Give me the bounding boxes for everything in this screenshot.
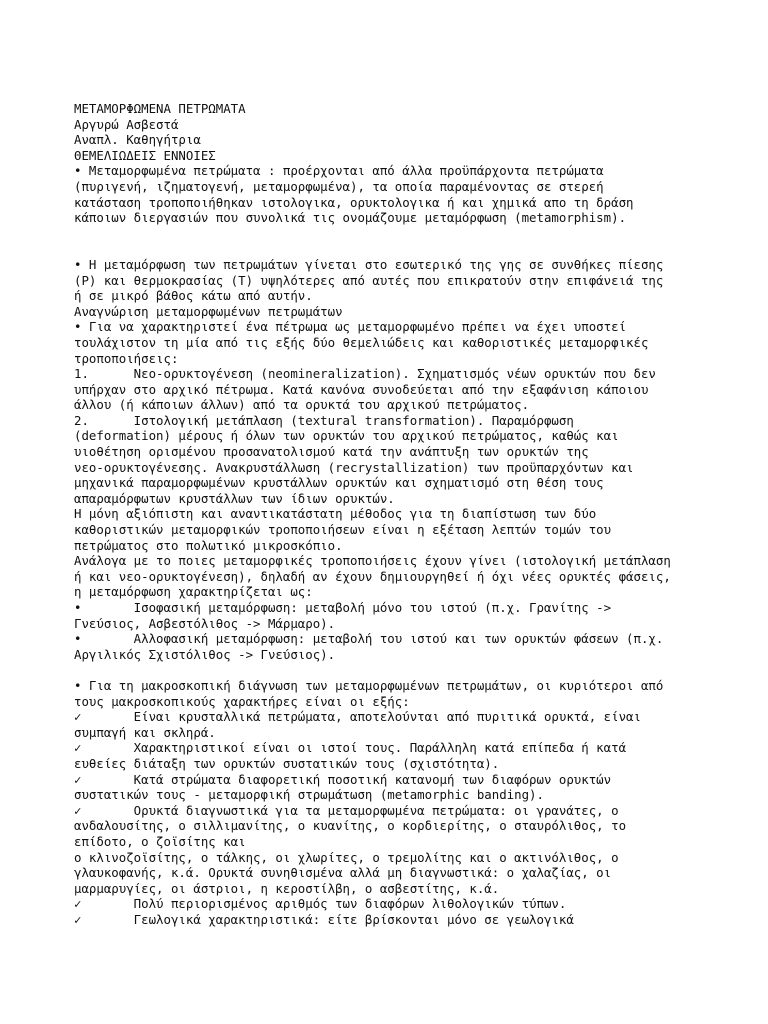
text-line: • Μεταμορφωμένα πετρώματα : προέρχονται από άλλα προϋπάρχοντα πετρώματα: [74, 163, 604, 179]
text-line: ανδαλουσίτης, ο σιλλιμανίτης, ο κυανίτης, ο κορδιερίτης, ο σταυρόλιθος, το: [74, 818, 627, 834]
text-line: 2. Ιστολογική μετάπλαση (textural transformation). Παραμόρφωση: [74, 412, 574, 428]
text-line: ✓ Ορυκτά διαγνωστικά για τα μεταμορφωμένα πετρώματα: οι γρανάτες, ο: [74, 802, 619, 818]
text-line: απαραμόρφωτων κρυστάλλων των ίδιων ορυκτών.: [74, 490, 395, 506]
text-line: (πυριγενή, ιζηματογενή, μεταμορφωμένα), τα οποία παραμένοντας σε στερεή: [74, 178, 604, 194]
text-line: ✓ Είναι κρυσταλλικά πετρώματα, αποτελούνται από πυριτικά ορυκτά, είναι: [74, 709, 641, 725]
text-line: νεο-ορυκτογένεσης. Ανακρυστάλλωση (recrystallization) των προϋπαρχόντων και: [74, 459, 634, 475]
text-line: (P) και θερμοκρασίας (T) υψηλότερες από αυτές που επικρατούν στην επιφάνειά της: [74, 272, 664, 288]
text-line: συστατικών τους - μεταμορφική στρωμάτωση (metamorphic banding).: [74, 787, 544, 803]
text-line: κάποιων διεργασιών που συνολικά τις ονομάζουμε μεταμόρφωση (metamorphism).: [74, 210, 627, 226]
text-line: ο κλινοζοϊσίτης, ο τάλκης, οι χλωρίτες, ο τρεμολίτης και ο ακτινόλιθος, ο: [74, 849, 619, 865]
text-line: κατάσταση τροποποιήθηκαν ιστολογικα, ορυκτολογικα ή και χημικά απο τη δράση: [74, 194, 634, 210]
text-line: • Ισοφασική μεταμόρφωση: μεταβολή μόνο του ιστού (π.χ. Γρανίτης ->: [74, 600, 612, 615]
text-line: ή σε μικρό βάθος κάτω από αυτήν.: [74, 288, 313, 304]
text-line: υπήρχαν στο αρχικό πέτρωμα. Κατά κανόνα συνοδεύεται από την εξαφάνιση κάποιου: [74, 381, 649, 397]
text-line: • Αλλοφασική μεταμόρφωση: μεταβολή του ιστού και των ορυκτών φάσεων (π.χ.: [74, 631, 664, 647]
text-line: [74, 241, 694, 257]
text-line: ✓ Πολύ περιορισμένος αριθμός των διαφόρων λιθολογικών τύπων.: [74, 896, 567, 912]
text-line: Αργυρώ Ασβεστά: [74, 116, 179, 132]
text-line: • Η μεταμόρφωση των πετρωμάτων γίνεται στο εσωτερικό της γης σε συνθήκες πίεσης: [74, 256, 664, 272]
text-line: ΜΕΤΑΜΟΡΦΩΜΕΝΑ ΠΕΤΡΩΜΑΤΑ: [74, 101, 246, 116]
text-line: μαρμαρυγίες, οι άστριοι, η κεροστίλβη, ο ασβεστίτης, κ.ά.: [74, 880, 500, 896]
text-line: [74, 662, 694, 678]
text-line: • Για τη μακροσκοπική διάγνωση των μεταμορφωμένων πετρωμάτων, οι κυριότεροι από: [74, 677, 664, 693]
text-line: Αναγνώριση μεταμορφωμένων πετρωμάτων: [74, 303, 343, 319]
text-line: [74, 226, 694, 242]
text-line: • Για να χαρακτηριστεί ένα πέτρωμα ως μεταμορφωμένο πρέπει να έχει υποστεί: [74, 319, 627, 335]
text-line: Αναπλ. Καθηγήτρια: [74, 132, 201, 148]
text-line: επίδοτο, ο ζοϊσίτης και: [74, 833, 246, 849]
text-line: τουλάχιστον τη μία από τις εξής δύο θεμελιώδεις και καθοριστικές μεταμορφικές: [74, 334, 649, 350]
text-line: Αργιλικός Σχιστόλιθος -> Γνεύσιος).: [74, 646, 336, 662]
text-line: ή και νεο-ορυκτογένεση), δηλαδή αν έχουν δημιουργηθεί ή όχι νέες ορυκτές φάσεις,: [74, 568, 671, 584]
document-page: [74, 101, 694, 927]
text-line: τροποποιήσεις:: [74, 350, 179, 366]
text-line: γλαυκοφανής, κ.ά. Ορυκτά συνηθισμένα αλλά μη διαγνωστικά: ο χαλαζίας, οι: [74, 865, 612, 881]
text-line: πετρώματος στο πολωτικό μικροσκόπιο.: [74, 537, 343, 553]
text-line: ✓ Κατά στρώματα διαφορετική ποσοτική κατανομή των διαφόρων ορυκτών: [74, 771, 612, 787]
text-line: υιοθέτηση ορισμένου προσανατολισμού κατά την ανάπτυξη των ορυκτών της: [74, 444, 589, 460]
text-line: τους μακροσκοπικούς χαρακτήρες είναι οι εξής:: [74, 693, 410, 709]
text-line: καθοριστικών μεταμορφικών τροποποιήσεων είναι η εξέταση λεπτών τομών του: [74, 522, 612, 538]
text-line: ΘΕΜΕΛΙΩΔΕΙΣ ΕΝΝΟΙΕΣ: [74, 147, 216, 163]
text-line: (deformation) μέρους ή όλων των ορυκτών του αρχικού πετρώματος, καθώς και: [74, 428, 619, 444]
text-line: Ανάλογα με το ποιες μεταμορφικές τροποποιήσεις έχουν γίνει (ιστολογική μετάπλαση: [74, 553, 671, 569]
text-line: μηχανικά παραμορφωμένων κρυστάλλων ορυκτών και σχηματισμό στη θέση τους: [74, 475, 604, 491]
text-line: άλλου (ή κάποιων άλλων) από τα ορυκτά του αρχικού πετρώματος.: [74, 397, 530, 413]
text-line: ✓ Γεωλογικά χαρακτηριστικά: είτε βρίσκονται μόνο σε γεωλογικά: [74, 911, 574, 927]
text-line: ευθείες διάταξη των ορυκτών συστατικών τους (σχιστότητα).: [74, 755, 500, 771]
text-line: συμπαγή και σκληρά.: [74, 724, 216, 740]
text-line: 1. Νεο-ορυκτογένεση (neomineralization). Σχηματισμός νέων ορυκτών που δεν: [74, 366, 656, 382]
text-line: ✓ Χαρακτηριστικοί είναι οι ιστοί τους. Παράλληλη κατά επίπεδα ή κατά: [74, 740, 627, 756]
text-line: Η μόνη αξιόπιστη και αναντικατάστατη μέθοδος για τη διαπίστωση των δύο: [74, 506, 597, 522]
text-line: η μεταμόρφωση χαρακτηρίζεται ως:: [74, 584, 313, 600]
text-line: Γνεύσιος, Ασβεστόλιθος -> Μάρμαρο).: [74, 615, 336, 631]
